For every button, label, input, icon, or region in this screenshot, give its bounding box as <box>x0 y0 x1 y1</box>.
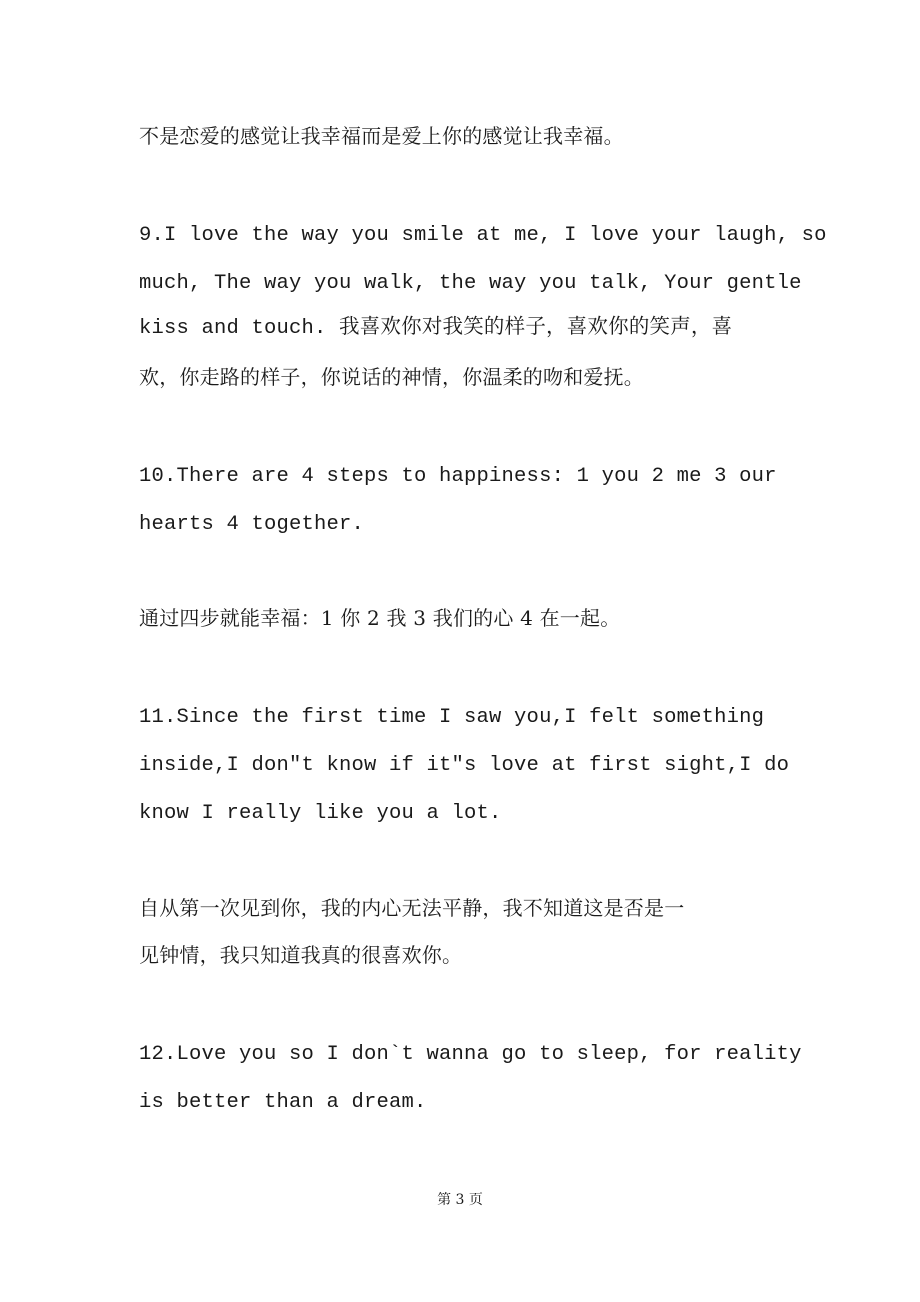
text-line-14: 12.Love you so I don`t wanna go to sleep, for reality <box>139 1043 802 1066</box>
text-line-10: inside,I don"t know if it"s love at first sight,I do <box>139 754 790 777</box>
text-line-5: 欢，你走路的样子，你说话的神情，你温柔的吻和爱抚。 <box>139 365 644 389</box>
page-number: 第 3 页 <box>437 1192 483 1208</box>
text-line-11: know I really like you a lot. <box>139 802 502 825</box>
text-line-15: is better than a dream. <box>139 1091 427 1114</box>
text-line-2: 9.I love the way you smile at me, I love your laugh, so <box>139 224 827 247</box>
text-line-7: hearts 4 together. <box>139 513 365 536</box>
text-line-1: 不是恋爱的感觉让我幸福而是爱上你的感觉让我幸福。 <box>139 124 624 148</box>
text-line-9: 11.Since the first time I saw you,I felt something <box>139 706 765 729</box>
text-line-6: 10.There are 4 steps to happiness: 1 you 2 me 3 our <box>139 465 777 488</box>
text-line-13: 见钟情，我只知道我真的很喜欢你。 <box>139 943 463 967</box>
text-line-8: 通过四步就能幸福：1 你 2 我 3 我们的心 4 在一起。 <box>139 606 621 630</box>
text-line-3: much, The way you walk, the way you talk, Your gentle <box>139 272 802 295</box>
text-line-12: 自从第一次见到你，我的内心无法平静，我不知道这是否是一 <box>139 896 685 920</box>
text-line-4: kiss and touch. 我喜欢你对我笑的样子，喜欢你的笑声，喜 <box>139 317 733 340</box>
